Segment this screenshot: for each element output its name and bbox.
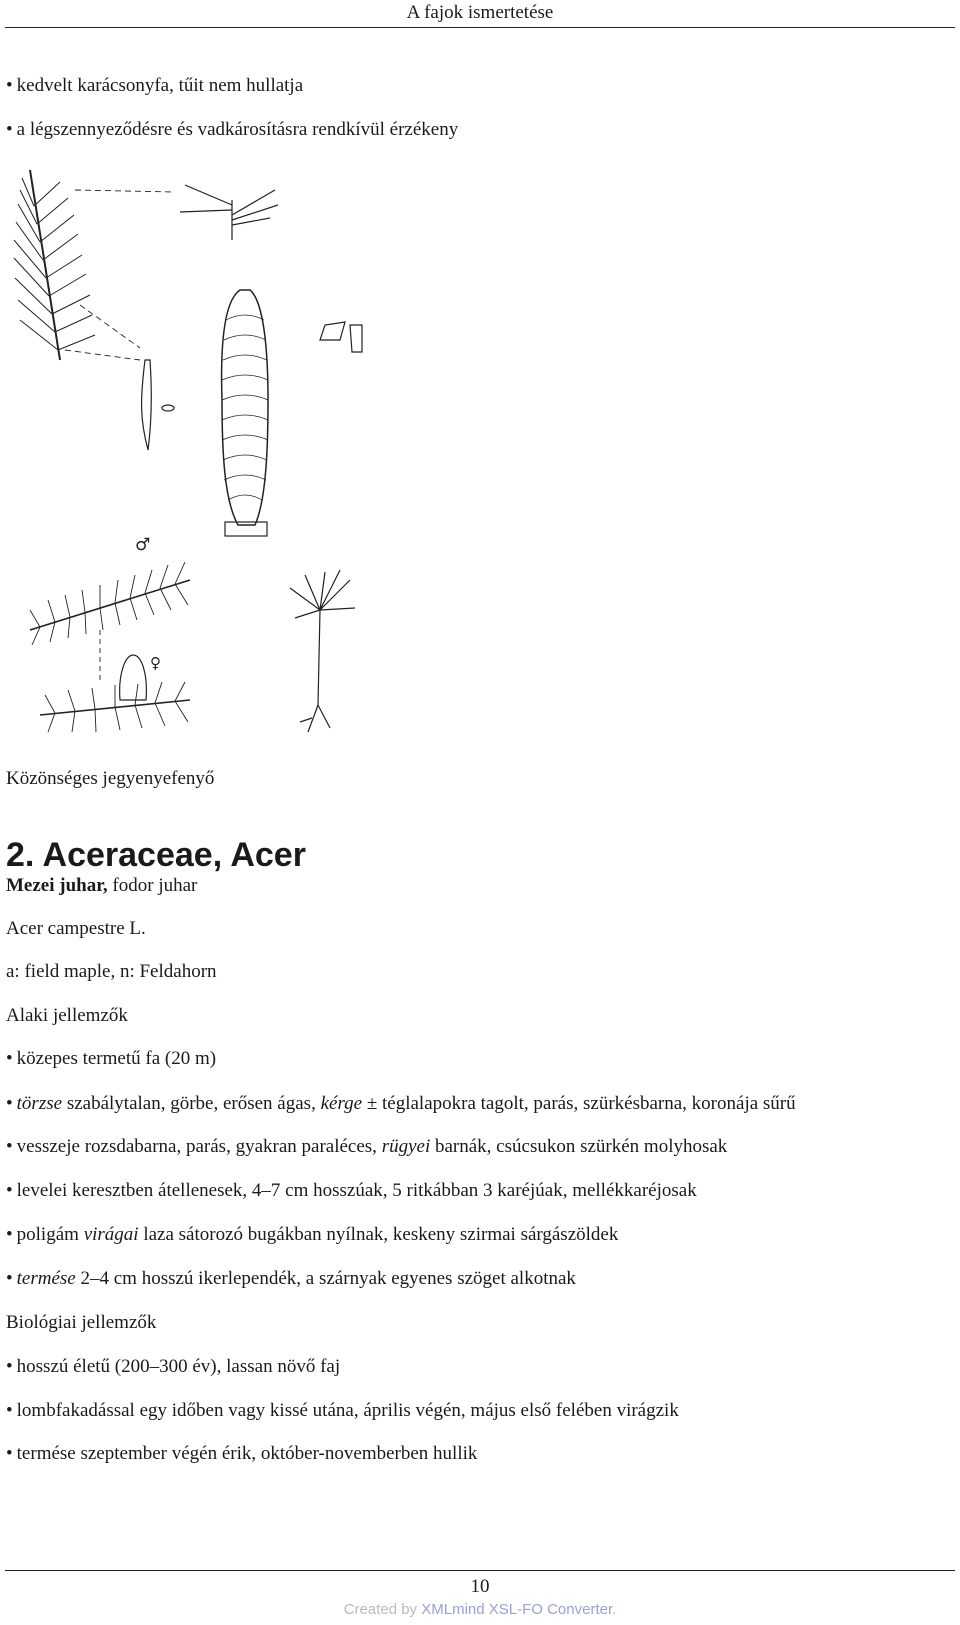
running-header: A fajok ismertetése [406, 2, 554, 23]
list-item: • törzse szabálytalan, görbe, erősen ágas, kérge ± téglalapokra tagolt, parás, szürkésbarna, koronája sűrű [6, 1093, 796, 1114]
list-item: • poligám virágai laza sátorozó bugákban nyílnak, keskeny szirmai sárgászöldek [6, 1224, 619, 1245]
converter-link[interactable]: XMLmind XSL-FO Converter [421, 1601, 613, 1618]
seed-scale-drawing [320, 322, 362, 352]
list-item: • a légszennyeződésre és vadkárosításra rendkívül érzékeny [6, 119, 459, 140]
section-heading: 2. Aceraceae, Acer [6, 836, 306, 874]
female-symbol: ♀ [150, 654, 161, 672]
needle-detail-drawing [180, 185, 278, 240]
list-item: • vesszeje rozsdabarna, parás, gyakran paraléces, rügyei barnák, csúcsukon szürkén molyhosak [6, 1136, 728, 1157]
species-name: Mezei juhar, fodor juhar [6, 875, 198, 896]
single-needle-drawing [142, 360, 174, 450]
branch-drawing [14, 170, 175, 360]
figure-caption: Közönséges jegyenyefenyő [6, 768, 215, 789]
page-number: 10 [470, 1576, 490, 1597]
female-branch-drawing [40, 655, 190, 732]
bio-title: Biológiai jellemzők [6, 1312, 157, 1333]
morph-title: Alaki jellemzők [6, 1005, 128, 1026]
list-item: • lombfakadással egy időben vagy kissé utána, április végén, május első felében virágzik [6, 1400, 679, 1421]
male-symbol: ♂ [135, 535, 151, 555]
list-item: • termése 2–4 cm hosszú ikerlependék, a szárnyak egyenes szöget alkotnak [6, 1268, 576, 1289]
latin-name: Acer campestre L. [6, 918, 146, 939]
foreign-names: a: field maple, n: Feldahorn [6, 961, 217, 982]
footer-rule [5, 1570, 955, 1571]
list-item: • kedvelt karácsonyfa, tűit nem hullatja [6, 75, 304, 96]
list-item: • hosszú életű (200–300 év), lassan növő faj [6, 1356, 341, 1377]
list-item: • közepes termetű fa (20 m) [6, 1048, 217, 1069]
male-branch-drawing [30, 562, 190, 680]
fir-illustration [0, 160, 400, 750]
list-item: • levelei keresztben átellenesek, 4–7 cm hosszúak, 5 ritkábban 3 karéjúak, mellékkaréjosak [6, 1180, 697, 1201]
seedling-drawing [290, 570, 355, 732]
converter-credit: Created by XMLmind XSL-FO Converter. [343, 1601, 617, 1618]
cone-drawing [222, 290, 268, 536]
list-item: • termése szeptember végén érik, október-novemberben hullik [6, 1443, 478, 1464]
header-rule [5, 27, 955, 28]
